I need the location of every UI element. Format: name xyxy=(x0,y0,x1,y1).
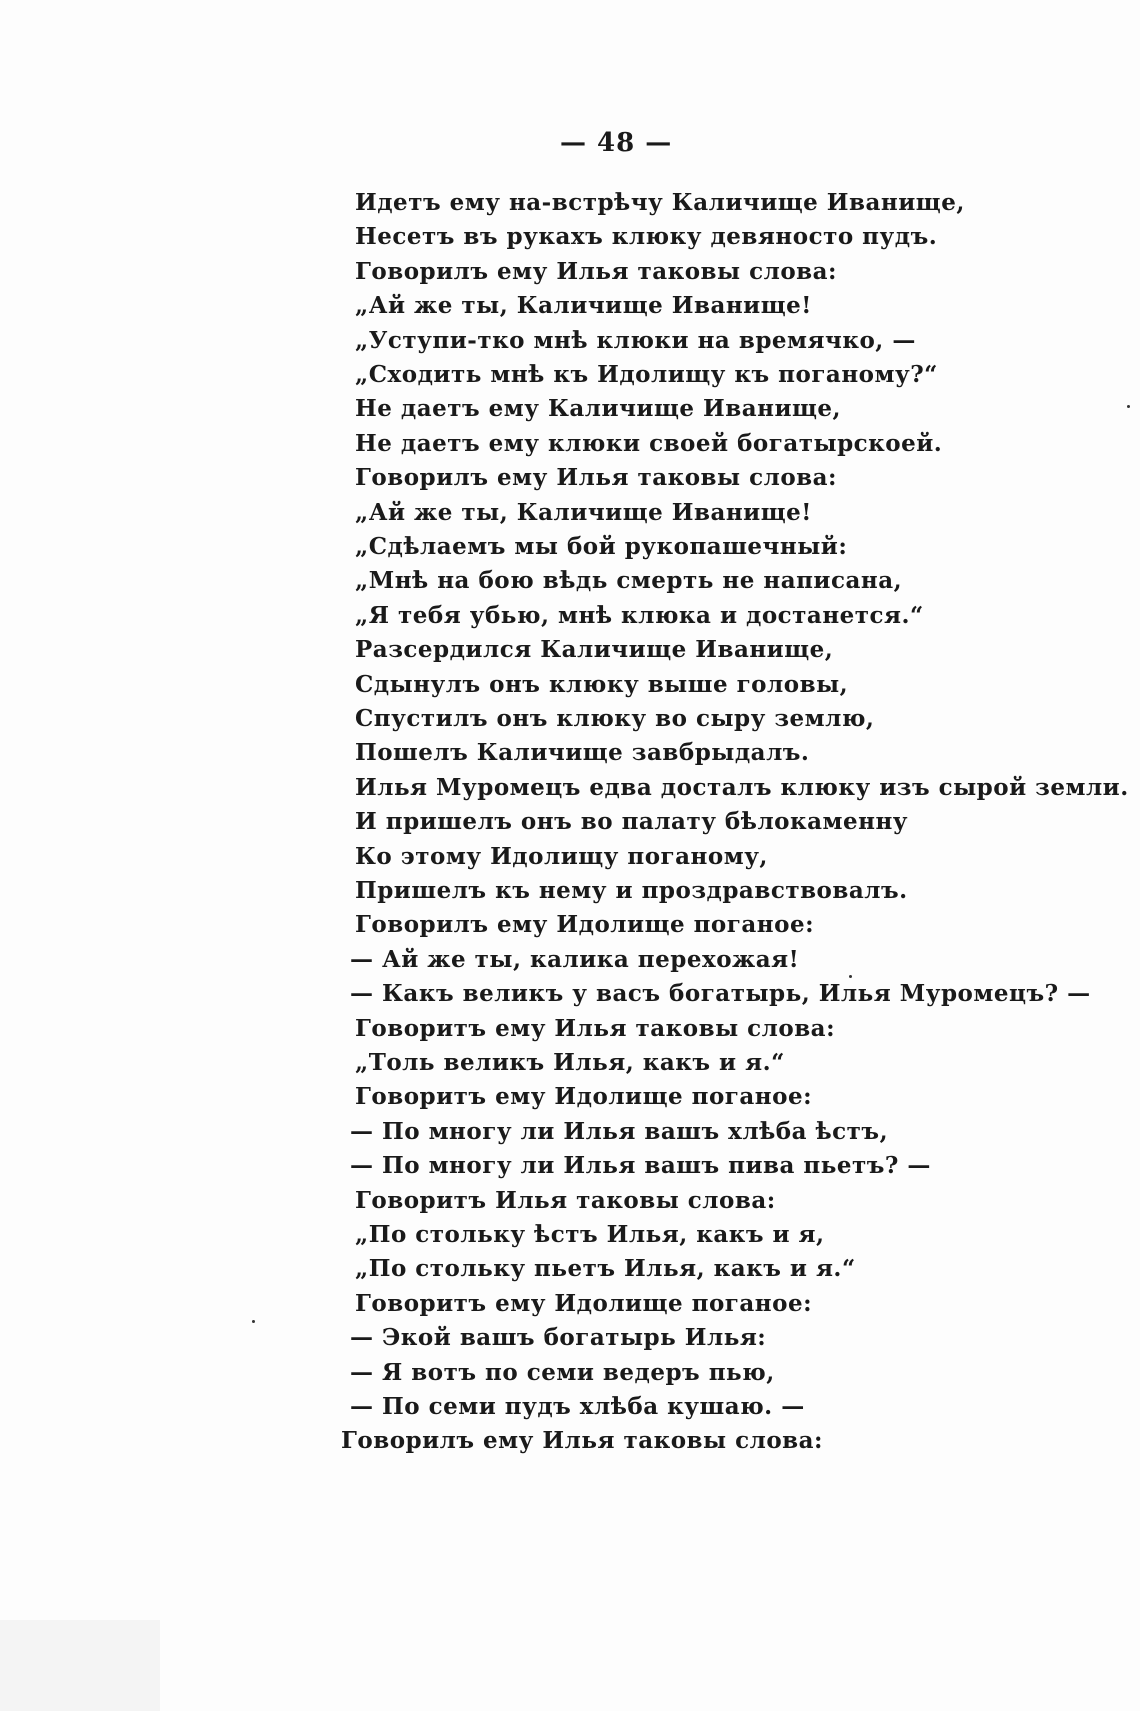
verse-line: „По стольку пьетъ Илья, какъ и я.“ xyxy=(355,1255,856,1283)
verse-line: Говорилъ ему Илья таковы слова: xyxy=(341,1427,824,1455)
verse-line: „Ай же ты, Каличище Иванище! xyxy=(355,498,812,526)
verse-line: „Я тебя убью, мнѣ клюка и достанется.“ xyxy=(355,601,924,629)
verse-line: Говоритъ ему Илья таковы слова: xyxy=(355,1014,836,1042)
verse-line: Пришелъ къ нему и проздравствовалъ. xyxy=(355,877,908,904)
verse-line: Говоритъ Илья таковы слова: xyxy=(355,1186,776,1214)
verse-line: Спустилъ онъ клюку во сыру землю, xyxy=(355,705,875,732)
verse-line: „Ай же ты, Каличище Иванище! xyxy=(355,292,812,320)
scan-speck xyxy=(252,1320,255,1323)
verse-line: — Какъ великъ у васъ богатырь, Илья Муромецъ? — xyxy=(350,980,1091,1008)
verse-line: Говорилъ ему Илья таковы слова: xyxy=(355,257,838,285)
verse-line: „Сходить мнѣ къ Идолищу къ поганому?“ xyxy=(355,361,938,388)
verse-line: Пошелъ Каличище завбрыдалъ. xyxy=(355,739,810,767)
scan-speck xyxy=(849,975,852,978)
verse-line: „Уступи-тко мнѣ клюки на времячко, — xyxy=(355,326,916,354)
verse-line: — Экой вашъ богатырь Илья: xyxy=(350,1324,767,1352)
scan-shadow xyxy=(0,1620,160,1711)
verse-line: „Мнѣ на бою вѣдь смерть не написана, xyxy=(355,567,903,595)
verse-line: Говоритъ ему Идолище поганое: xyxy=(355,1289,813,1317)
verse-line: Говоритъ ему Идолище поганое: xyxy=(355,1083,813,1111)
verse-line: — Я вотъ по семи ведеръ пью, xyxy=(350,1358,775,1386)
verse-line: — По семи пудъ хлѣба кушаю. — xyxy=(350,1393,805,1420)
verse-line: „Сдѣлаемъ мы бой рукопашечный: xyxy=(355,533,848,560)
scan-speck xyxy=(1127,405,1130,408)
verse-line: Не даетъ ему Каличище Иванище, xyxy=(355,395,842,423)
verse-line: Говорилъ ему Идолище поганое: xyxy=(355,911,815,939)
verse-line: — По многу ли Илья вашъ хлѣба ѣстъ, xyxy=(350,1117,889,1145)
verse-line: Ко этому Идолищу поганому, xyxy=(355,842,768,870)
verse-line: Разсердился Каличище Иванище, xyxy=(355,636,834,664)
verse-line: Не даетъ ему клюки своей богатырскоей. xyxy=(355,429,943,457)
verse-line: И пришелъ онъ во палату бѣлокаменну xyxy=(355,808,909,836)
verse-line: „По стольку ѣстъ Илья, какъ и я, xyxy=(355,1221,825,1248)
verse-line: — Ай же ты, калика перехожая! xyxy=(350,945,800,973)
verse-line: Илья Муромецъ едва досталъ клюку изъ сырой земли. xyxy=(355,773,1129,801)
verse-line: „Толь великъ Илья, какъ и я.“ xyxy=(355,1049,785,1076)
verse-line: — По многу ли Илья вашъ пива пьетъ? — xyxy=(350,1152,931,1180)
verse-line: Несетъ въ рукахъ клюку девяносто пудъ. xyxy=(355,223,938,251)
verse-line: Сдынулъ онъ клюку выше головы, xyxy=(355,670,849,698)
verse-line: Говорилъ ему Илья таковы слова: xyxy=(355,464,838,492)
verse-line: Идетъ ему на-встрѣчу Каличище Иванище, xyxy=(355,189,965,216)
page-number: — 48 — xyxy=(560,128,673,158)
